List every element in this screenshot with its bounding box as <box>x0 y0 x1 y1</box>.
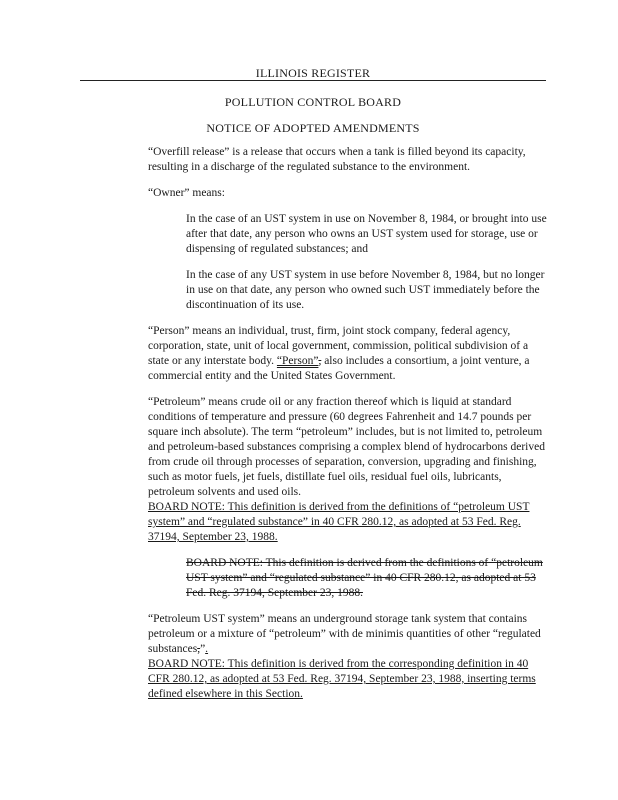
person-inserted-term: “Person” <box>276 355 319 367</box>
ust-system-deleted-comma: , <box>197 643 201 655</box>
definition-owner-clause-a: In the case of an UST system in use on November 8, 1984, or brought into use after that date, any person who owns an UST system used for storage, use or dispensing of regulated substances; and <box>186 213 547 255</box>
definition-owner-clause-b: In the case of any UST system in use before November 8, 1984, but no longer in use on that date, any person who owned such UST immediately before the discontinuation of its use. <box>186 269 545 311</box>
definition-petroleum: “Petroleum” means crude oil or any fraction thereof which is liquid at standard conditions of temperature and pressure (60 degrees Fahrenheit and 14.7 pounds per square inch absolute). The term “petroleum” includes, but is not limited to, petroleum and petroleum-based substances comprising a complex blend of hydrocarbons derived from crude oil through processes of separation, conversion, upgrading and finishing, such as motor fuels, jet fuels, distillate fuel oils, residual fuel oils, lubricants, petroleum solvents and used oils. <box>148 396 545 498</box>
petroleum-board-note-deleted: BOARD NOTE: This definition is derived from the definitions of “petroleum UST system” and “regulated substance” in 40 CFR 280.12, as adopted at 53 Fed. Reg. 37194, September 23, 1988. <box>186 557 543 599</box>
register-title: ILLINOIS REGISTER <box>255 66 371 80</box>
person-deleted-comma: , <box>318 355 322 367</box>
ust-system-inserted-period: . <box>205 643 209 655</box>
ust-system-text: “Petroleum UST system” means an underground storage tank system that contains petroleum or a mixture of “petroleum” with de minimis quantities of other “regulated substances <box>148 613 541 655</box>
agency-name: POLLUTION CONTROL BOARD <box>224 95 402 109</box>
definition-owner-intro: “Owner” means: <box>148 187 225 199</box>
ust-system-close-quote: ” <box>200 643 206 655</box>
petroleum-board-note-added: BOARD NOTE: This definition is derived from the definitions of “petroleum UST system” and “regulated substance” in 40 CFR 280.12, as adopted at 53 Fed. Reg. 37194, September 23, 1988. <box>148 501 530 543</box>
ust-system-board-note-added: BOARD NOTE: This definition is derived from the corresponding definition in 40 CFR 280.12, as adopted at 53 Fed. Reg. 37194, September 23, 1988, inserting terms defined elsewhere in this Section. <box>148 658 536 700</box>
definition-overfill-release: “Overfill release” is a release that occurs when a tank is filled beyond its capacity, resulting in a discharge of the regulated substance to the environment. <box>148 146 526 173</box>
definition-person <box>148 324 548 384</box>
notice-title: NOTICE OF ADOPTED AMENDMENTS <box>206 121 420 135</box>
header-divider <box>80 80 546 81</box>
person-text-part1: “Person” means an individual, trust, firm, joint stock company, federal agency, corporation, state, unit of local government, commission, political subdivision of a state or any interstate body. <box>148 325 529 367</box>
person-text-part2: also includes a consortium, a joint venture, a commercial entity and the United States Government. <box>148 355 530 382</box>
document-body <box>148 145 548 713</box>
definition-petroleum-ust-system <box>148 612 548 657</box>
